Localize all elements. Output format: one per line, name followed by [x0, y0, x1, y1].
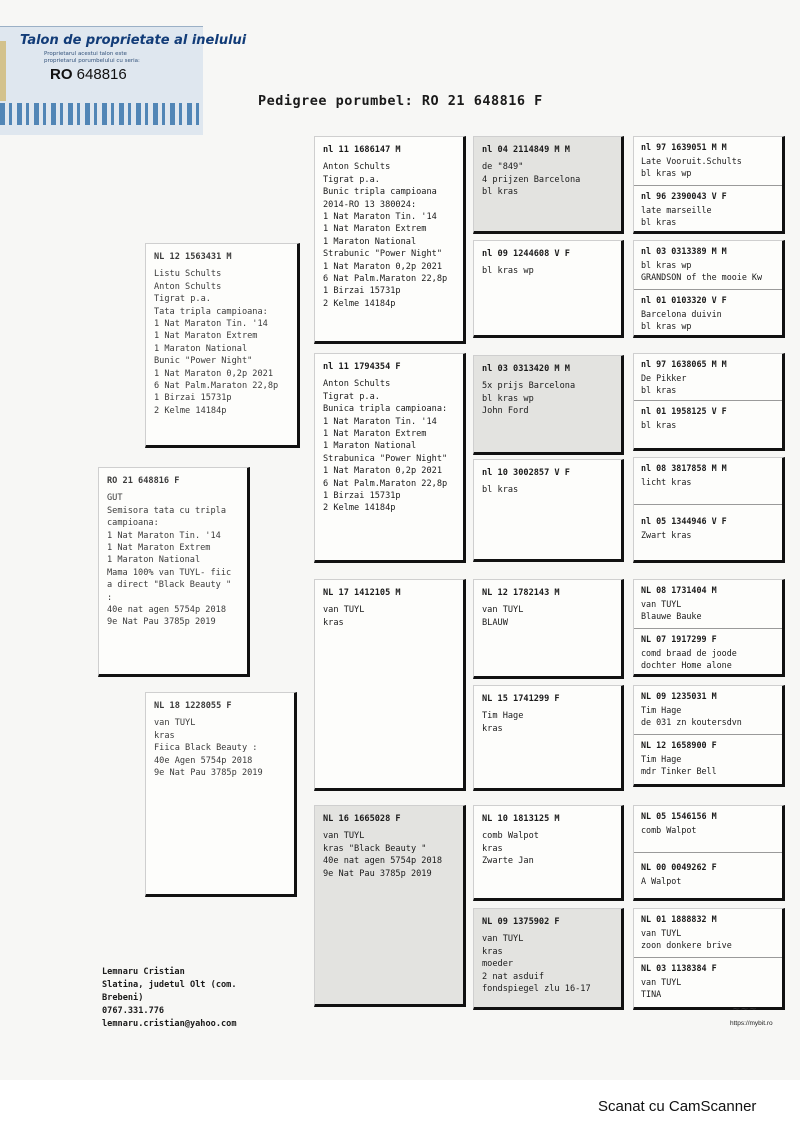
detail-line: Anton Schults	[323, 162, 391, 173]
card-details	[323, 378, 455, 514]
detail-line: 1 Nat Maraton 0,2p 2021	[154, 368, 273, 379]
ancestor-dam	[634, 628, 782, 674]
ring-id: NL 05 1546156 M	[641, 811, 717, 821]
card-details	[641, 372, 775, 396]
detail-line: 40e nat agen 5754p 2018	[323, 856, 442, 867]
ancestor-card	[473, 805, 624, 901]
detail-line: van TUYL	[641, 599, 682, 609]
detail-line: Listu Schults	[154, 269, 222, 280]
detail-line: licht kras	[641, 477, 692, 487]
card-details	[641, 259, 775, 283]
scanner-watermark: Scanat cu CamScanner	[598, 1098, 757, 1115]
detail-line: 1 Nat Maraton Tin. '14	[323, 212, 437, 223]
detail-line: 1 Birzai 15731p	[154, 393, 232, 404]
ring-id: nl 03 0313420 M M	[482, 364, 570, 374]
ring-id: NL 12 1563431 M	[154, 252, 232, 262]
ring-id: RO 21 648816 F	[107, 476, 180, 486]
detail-line: 1 Nat Maraton Tin. '14	[107, 530, 221, 541]
detail-line: van TUYL	[482, 605, 524, 616]
detail-line: bl kras wp	[482, 393, 534, 404]
detail-line: Late Vooruit.Schults	[641, 156, 742, 166]
ring-id: NL 18 1228055 F	[154, 701, 232, 711]
detail-line: Tim Hage	[641, 705, 682, 715]
card-details	[482, 161, 613, 198]
detail-line: bl kras	[641, 217, 677, 227]
detail-line: Bunic "Power Night"	[154, 356, 253, 367]
ancestor-sire	[634, 137, 782, 185]
card-details	[482, 830, 613, 867]
card-details	[482, 710, 613, 735]
detail-line: a direct "Black Beauty "	[107, 580, 232, 591]
ring-number	[50, 66, 127, 83]
card-edge-mark	[0, 41, 6, 101]
detail-line: A Walpot	[641, 876, 682, 886]
ring-id: NL 03 1138384 F	[641, 963, 717, 973]
detail-line: Tim Hage	[482, 711, 524, 722]
detail-line: bl kras wp	[641, 168, 692, 178]
detail-line: kras	[482, 946, 503, 957]
detail-line: 1 Maraton National	[154, 343, 248, 354]
ancestor-pair	[633, 579, 785, 677]
detail-line: 1 Nat Maraton Tin. '14	[154, 319, 268, 330]
detail-line: bl kras	[482, 187, 519, 198]
detail-line: 2 Kelme 14184p	[154, 405, 227, 416]
detail-line: Tigrat p.a.	[323, 174, 380, 185]
detail-line: van TUYL	[323, 831, 365, 842]
ring-card-subtitle-2: proprietarul porumbelului cu seria:	[44, 58, 140, 64]
ring-id: nl 01 0103320 V F	[641, 295, 727, 305]
card-details	[641, 204, 775, 228]
detail-line: bl kras wp	[641, 321, 692, 331]
ancestor-dam	[634, 400, 782, 448]
detail-line: kras	[482, 723, 503, 734]
detail-line: comd braad de joode	[641, 648, 737, 658]
card-details	[482, 604, 613, 629]
ring-id: nl 01 1958125 V F	[641, 406, 727, 416]
detail-line: Bunica tripla campioana:	[323, 404, 448, 415]
ring-id: NL 17 1412105 M	[323, 588, 401, 598]
detail-line: 1 Nat Maraton Extrem	[107, 543, 211, 554]
granddam-maternal-card	[314, 805, 466, 1007]
detail-line: van TUYL	[641, 928, 682, 938]
detail-line: Bunic tripla campioana	[323, 187, 437, 198]
card-details	[482, 380, 613, 417]
detail-line: Tigrat p.a.	[154, 294, 211, 305]
detail-line: Tigrat p.a.	[323, 391, 380, 402]
detail-line: bl kras wp	[482, 266, 534, 277]
detail-line: kras	[154, 730, 175, 741]
detail-line: campioana:	[107, 518, 159, 529]
ring-id: NL 12 1782143 M	[482, 588, 560, 598]
detail-line: 1 Nat Maraton 0,2p 2021	[323, 261, 442, 272]
detail-line: kras	[482, 843, 503, 854]
ring-id: NL 08 1731404 M	[641, 585, 717, 595]
detail-line: mdr Tinker Bell	[641, 766, 717, 776]
detail-line: 40e nat agen 5754p 2018	[107, 605, 226, 616]
detail-line: 1 Maraton National	[323, 441, 417, 452]
detail-line: van TUYL	[641, 977, 682, 987]
detail-line: GUT	[107, 493, 123, 504]
dam-details	[154, 717, 286, 779]
subject-card	[98, 467, 250, 677]
detail-line: 9e Nat Pau 3785p 2019	[154, 768, 263, 779]
ring-id: nl 11 1794354 F	[323, 362, 401, 372]
detail-line: Blauwe Bauke	[641, 611, 702, 621]
detail-line: 1 Nat Maraton Extrem	[323, 429, 427, 440]
card-details	[482, 484, 613, 496]
card-details	[323, 604, 455, 629]
ancestor-sire	[634, 580, 782, 628]
detail-line: 1 Nat Maraton Extrem	[323, 224, 427, 235]
ancestor-pair	[633, 805, 785, 901]
ring-ownership-card	[0, 26, 247, 135]
detail-line: Lemnaru Cristian	[102, 967, 185, 977]
card-details	[641, 824, 775, 836]
card-details	[641, 927, 775, 951]
ancestor-card	[473, 136, 624, 234]
detail-line: 1 Nat Maraton Extrem	[154, 331, 258, 342]
ancestor-sire	[634, 686, 782, 734]
ring-digits: 648816	[76, 66, 127, 83]
detail-line: Strabunic "Power Night"	[323, 249, 442, 260]
detail-line: Fiica Black Beauty :	[154, 743, 258, 754]
card-details	[641, 753, 775, 777]
detail-line: Brebeni)	[102, 993, 144, 1003]
detail-line: bl kras	[482, 485, 519, 496]
detail-line: Anton Schults	[154, 281, 222, 292]
card-details	[323, 161, 455, 310]
detail-line: dochter Home alone	[641, 660, 732, 670]
ring-id: NL 09 1235031 M	[641, 691, 717, 701]
detail-line: 4 prijzen Barcelona	[482, 174, 581, 185]
card-details	[482, 265, 613, 277]
ancestor-sire	[634, 458, 782, 504]
ancestor-sire	[634, 806, 782, 852]
detail-line: 0767.331.776	[102, 1006, 165, 1016]
detail-line: 1 Birzai 15731p	[323, 286, 401, 297]
detail-line: 1 Maraton National	[323, 236, 417, 247]
detail-line: 2 nat asduif	[482, 971, 545, 982]
card-details	[482, 933, 613, 995]
detail-line: late marseille	[641, 205, 712, 215]
detail-line: 6 Nat Palm.Maraton 22,8p	[323, 274, 448, 285]
ring-id: nl 97 1638065 M M	[641, 359, 727, 369]
logo-url: https://mybit.ro	[730, 1020, 773, 1027]
ring-id: NL 16 1665028 F	[323, 814, 401, 824]
ring-id: nl 09 1244608 V F	[482, 249, 570, 259]
card-details	[641, 155, 775, 179]
ancestor-card	[473, 240, 624, 338]
ring-id: NL 10 1813125 M	[482, 814, 560, 824]
grandsire-maternal-card	[314, 579, 466, 791]
ancestor-dam	[634, 734, 782, 784]
ring-id: NL 00 0049262 F	[641, 862, 717, 872]
ancestor-dam	[634, 852, 782, 898]
ring-id: nl 04 2114849 M M	[482, 145, 570, 155]
ancestor-pair	[633, 136, 785, 234]
page-title: Pedigree porumbel: RO 21 648816 F	[258, 93, 543, 109]
detail-line: 40e Agen 5754p 2018	[154, 755, 253, 766]
detail-line: 2 Kelme 14184p	[323, 298, 396, 309]
card-details	[641, 476, 775, 488]
card-details	[641, 529, 775, 541]
card-details	[641, 875, 775, 887]
ring-id: NL 07 1917299 F	[641, 634, 717, 644]
ancestor-dam	[634, 504, 782, 560]
detail-line: Barcelona duivin	[641, 309, 722, 319]
ring-id: nl 05 1344946 V F	[641, 516, 727, 526]
detail-line: fondspiegel zlu 16-17	[482, 984, 591, 995]
ring-id: nl 11 1686147 M	[323, 145, 401, 155]
detail-line: kras	[323, 617, 344, 628]
granddam-paternal-card	[314, 353, 466, 563]
detail-line: Zwart kras	[641, 530, 692, 540]
ancestor-card	[473, 908, 624, 1010]
ancestor-card	[473, 459, 624, 562]
ancestor-pair	[633, 457, 785, 563]
detail-line: comb Walpot	[641, 825, 697, 835]
detail-line: lemnaru.cristian@yahoo.com	[102, 1019, 237, 1029]
ancestor-card	[473, 355, 624, 455]
detail-line: Tata tripla campioana:	[154, 306, 268, 317]
detail-line: BLAUW	[482, 617, 508, 628]
detail-line: Semisora tata cu tripla	[107, 505, 226, 516]
ring-id: nl 03 0313389 M M	[641, 246, 727, 256]
ancestor-pair	[633, 240, 785, 338]
detail-line: van TUYL	[154, 718, 196, 729]
ring-prefix: RO	[50, 66, 73, 83]
detail-line: 6 Nat Palm.Maraton 22,8p	[323, 478, 448, 489]
ancestor-dam	[634, 289, 782, 335]
detail-line: :	[107, 592, 113, 603]
detail-line: bl kras	[641, 385, 677, 395]
ancestor-sire	[634, 354, 782, 400]
detail-line: Mama 100% van TUYL- fiic	[107, 567, 232, 578]
detail-line: van TUYL	[482, 934, 524, 945]
detail-line: 1 Birzai 15731p	[323, 491, 401, 502]
detail-line: de 031 zn koutersdvn	[641, 717, 742, 727]
card-details	[641, 419, 775, 431]
card-details	[641, 704, 775, 728]
ancestor-dam	[634, 957, 782, 1007]
dam-card	[145, 692, 297, 897]
ring-id: NL 01 1888832 M	[641, 914, 717, 924]
detail-line: bl kras wp	[641, 260, 692, 270]
ancestor-pair	[633, 353, 785, 451]
detail-line: 2014-RO 13 380024:	[323, 199, 417, 210]
ancestor-card	[473, 579, 624, 679]
detail-line: TINA	[641, 989, 662, 999]
ring-card-subtitle: Proprietarul acestui talon este	[44, 51, 127, 57]
detail-line: 1 Nat Maraton 0,2p 2021	[323, 466, 442, 477]
detail-line: Tim Hage	[641, 754, 682, 764]
detail-line: van TUYL	[323, 605, 365, 616]
detail-line: Zwarte Jan	[482, 856, 534, 867]
detail-line: moeder	[482, 959, 514, 970]
detail-line: 9e Nat Pau 3785p 2019	[107, 617, 216, 628]
ring-id: NL 15 1741299 F	[482, 694, 560, 704]
ring-card-pattern	[0, 103, 203, 125]
card-details	[641, 598, 775, 622]
detail-line: GRANDSON of the mooie Kw	[641, 272, 763, 282]
ring-card-title: Talon de proprietate al inelului	[20, 33, 247, 48]
card-details	[641, 647, 775, 671]
detail-line: Slatina, judetul Olt (com.	[102, 980, 237, 990]
detail-line: 1 Nat Maraton Tin. '14	[323, 416, 437, 427]
card-details	[323, 830, 455, 880]
detail-line: 2 Kelme 14184p	[323, 503, 396, 514]
ancestor-sire	[634, 909, 782, 957]
detail-line: bl kras	[641, 420, 677, 430]
ancestor-pair	[633, 685, 785, 787]
ring-id: nl 96 2390043 V F	[641, 191, 727, 201]
ancestor-dam	[634, 185, 782, 231]
sire-card	[145, 243, 300, 448]
ring-id: nl 10 3002857 V F	[482, 468, 570, 478]
ancestor-card	[473, 685, 624, 791]
signature-mark: ~~~	[732, 1004, 758, 1015]
ring-id: nl 08 3817858 M M	[641, 463, 727, 473]
detail-line: 6 Nat Palm.Maraton 22,8p	[154, 381, 279, 392]
detail-line: de "849"	[482, 162, 524, 173]
logo	[724, 1004, 788, 1032]
card-details	[641, 976, 775, 1000]
detail-line: comb Walpot	[482, 831, 539, 842]
detail-line: John Ford	[482, 406, 529, 417]
breeder-contact	[102, 966, 237, 1031]
detail-line: kras "Black Beauty "	[323, 843, 427, 854]
subject-details	[107, 492, 239, 628]
detail-line: De Pikker	[641, 373, 687, 383]
ring-id: NL 09 1375902 F	[482, 917, 560, 927]
ring-id: NL 12 1658900 F	[641, 740, 717, 750]
ancestor-pair	[633, 908, 785, 1010]
grandsire-paternal-card	[314, 136, 466, 344]
detail-line: 9e Nat Pau 3785p 2019	[323, 868, 432, 879]
card-details	[641, 308, 775, 332]
detail-line: Strabunica "Power Night"	[323, 453, 448, 464]
detail-line: zoon donkere brive	[641, 940, 732, 950]
ring-id: nl 97 1639051 M M	[641, 142, 727, 152]
sire-details	[154, 268, 289, 417]
ancestor-sire	[634, 241, 782, 289]
detail-line: Anton Schults	[323, 379, 391, 390]
detail-line: 5x prijs Barcelona	[482, 381, 576, 392]
detail-line: 1 Maraton National	[107, 555, 201, 566]
